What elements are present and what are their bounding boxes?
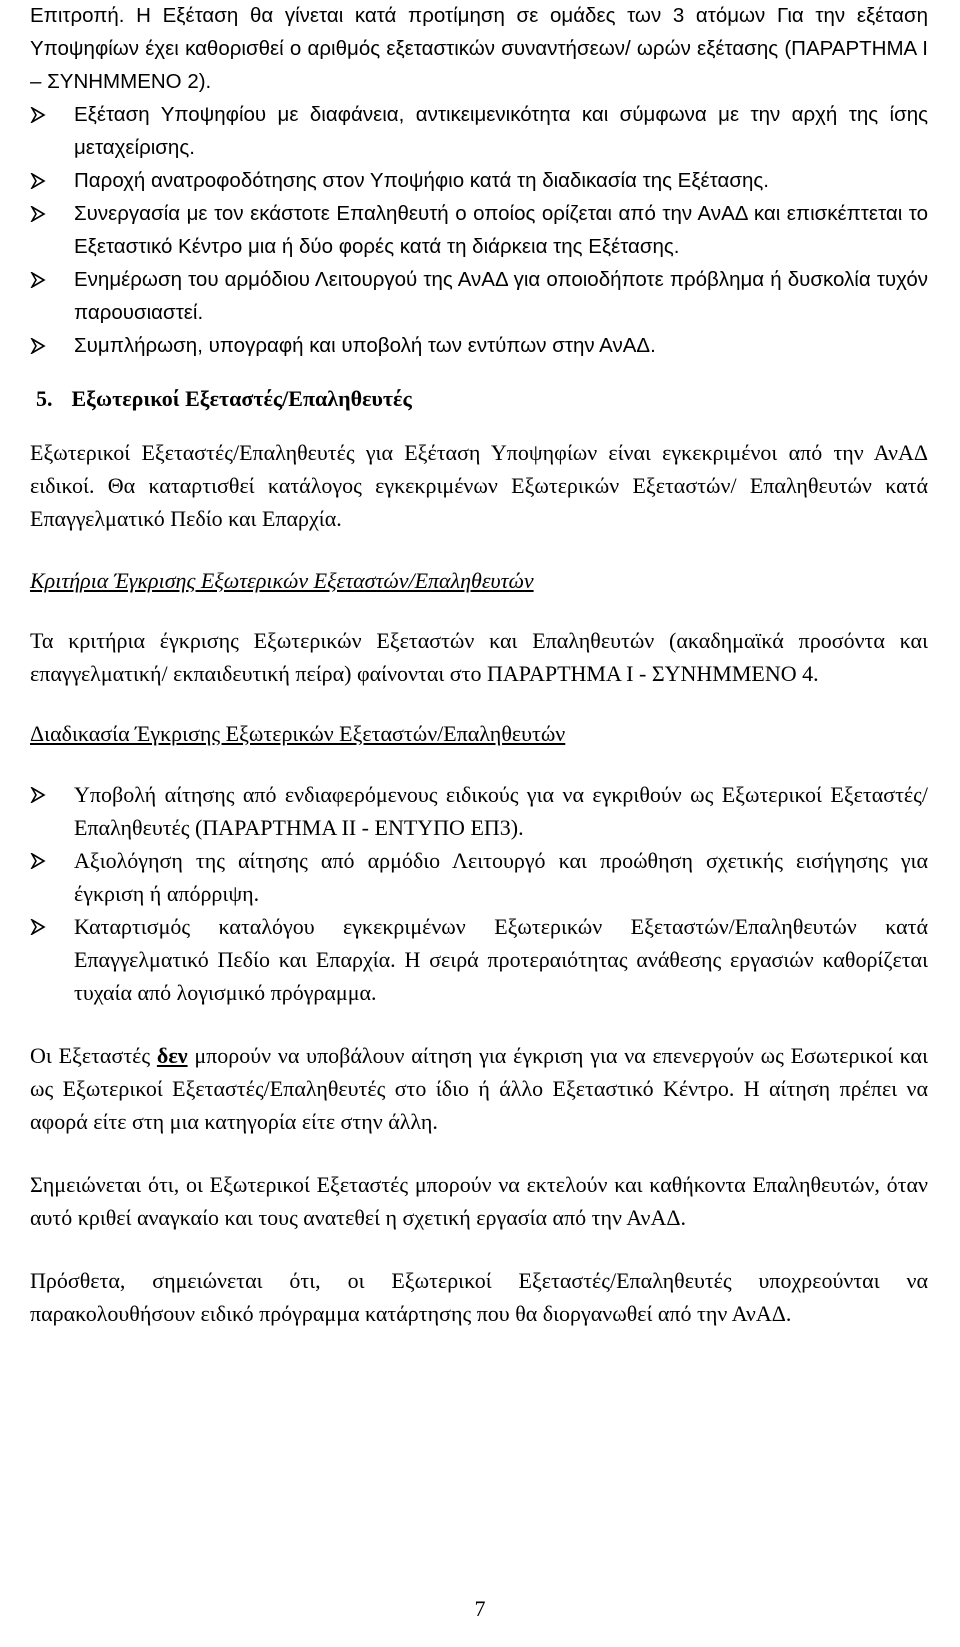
criteria-text: Τα κριτήρια έγκρισης Εξωτερικών Εξεταστών και Επαληθευτών (ακαδημαϊκά προσόντα και επαγγελματική/ εκπαιδευτική πείρα) φαίνονται στο ΠΑΡΑΡΤΗΜΑ Ι - ΣΥΝΗΜΜΕΝΟ 4. [30, 628, 928, 686]
list-item [30, 263, 928, 329]
arrow-bullet-icon [30, 853, 46, 869]
section-number: 5. [36, 386, 53, 411]
arrow-bullet-icon [30, 272, 46, 288]
top-bullet-list [30, 98, 928, 362]
procedure-bullet-list [30, 778, 928, 1009]
list-item [30, 98, 928, 164]
list-item [30, 910, 928, 1009]
bullet-text: Αξιολόγηση της αίτησης από αρμόδιο Λειτουργό και προώθηση σχετικής εισήγησης για έγκριση ή απόρριψη. [74, 848, 928, 906]
bullet-text: Συμπλήρωση, υπογραφή και υποβολή των εντύπων στην ΑνΑΔ. [74, 334, 656, 357]
document-page [30, 0, 928, 1330]
arrow-bullet-icon [30, 173, 46, 189]
list-item [30, 778, 928, 844]
paragraph-extra: Πρόσθετα, σημειώνεται ότι, οι Εξωτερικοί Εξεταστές/Επαληθευτές υποχρεούνται να παρακολουθήσουν ειδικό πρόγραμμα κατάρτησης που θα διοργανωθεί από την ΑνΑΔ. [30, 1268, 928, 1326]
list-item [30, 844, 928, 910]
bullet-text: Εξέταση Υποψηφίου με διαφάνεια, αντικειμενικότητα και σύμφωνα με την αρχή της ίσης μεταχείρισης. [74, 103, 928, 159]
text-segment: μπορούν να υποβάλουν αίτηση για έγκριση για να επενεργούν ως Εσωτερικοί και ως Εξωτερικοί Εξεταστές/Επαληθευτές στο ίδιο ή άλλο Εξεταστικό Κέντρο. Η αίτηση πρέπει να αφορά είτε στη μια κατηγορία είτε στην άλλη. [30, 1043, 929, 1134]
bullet-text: Ενημέρωση του αρμόδιου Λειτουργού της ΑνΑΔ για οποιοδήποτε πρόβλημα ή δυσκολία τυχόν παρουσιαστεί. [74, 268, 928, 324]
section-heading [30, 382, 928, 415]
arrow-bullet-icon [30, 919, 46, 935]
list-item [30, 197, 928, 263]
arrow-bullet-icon [30, 787, 46, 803]
arrow-bullet-icon [30, 206, 46, 222]
top-paragraph: Επιτροπή. Η Εξέταση θα γίνεται κατά προτίμηση σε ομάδες των 3 ατόμων Για την εξέταση Υποψηφίων έχει καθορισθεί ο αριθμός εξεταστικών συναντήσεων/ ωρών εξέτασης (ΠΑΡΑΡΤΗΜΑ Ι – ΣΥΝΗΜΜΕΝΟ 2). [30, 4, 928, 93]
criteria-heading: Κριτήρια Έγκρισης Εξωτερικών Εξεταστών/Επαληθευτών [30, 568, 534, 593]
section-intro: Εξωτερικοί Εξεταστές/Επαληθευτές για Εξέταση Υποψηφίων είναι εγκεκριμένοι από την ΑνΑΔ ειδικοί. Θα καταρτισθεί κατάλογος εγκεκριμένων Εξωτερικών Εξεταστών/ Επαληθευτών κατά Επαγγελματικό Πεδίο και Επαρχία. [30, 440, 928, 531]
page-number: 7 [474, 1596, 486, 1621]
emphasis-not: δεν [156, 1043, 188, 1068]
text-segment: Οι Εξεταστές [30, 1043, 157, 1068]
arrow-bullet-icon [30, 338, 46, 354]
section-title: Εξωτερικοί Εξεταστές/Επαληθευτές [71, 386, 412, 411]
paragraph-note: Σημειώνεται ότι, οι Εξωτερικοί Εξεταστές μπορούν να εκτελούν και καθήκοντα Επαληθευτών, όταν αυτό κριθεί αναγκαίο και τους ανατεθεί η σχετική εργασία από την ΑνΑΔ. [30, 1172, 928, 1230]
paragraph-not-allowed [30, 1039, 928, 1138]
bullet-text: Καταρτισμός καταλόγου εγκεκριμένων Εξωτερικών Εξεταστών/Επαληθευτών κατά Επαγγελματικό Πεδίο και Επαρχία. Η σειρά προτεραιότητας ανάθεσης εργασιών καθορίζεται τυχαία από λογισμικό πρόγραμμα. [74, 914, 928, 1005]
bullet-text: Συνεργασία με τον εκάστοτε Επαληθευτή ο οποίος ορίζεται από την ΑνΑΔ και επισκέπτεται το Εξεταστικό Κέντρο μια ή δύο φορές κατά τη διάρκεια της Εξέτασης. [74, 202, 928, 258]
list-item [30, 329, 928, 362]
bullet-text: Παροχή ανατροφοδότησης στον Υποψήφιο κατά τη διαδικασία της Εξέτασης. [74, 169, 769, 192]
bullet-text: Υποβολή αίτησης από ενδιαφερόμενους ειδικούς για να εγκριθούν ως Εξωτερικοί Εξεταστές/Επαληθευτές (ΠΑΡΑΡΤΗΜΑ ΙΙ - ΕΝΤΥΠΟ ΕΠ3). [74, 782, 928, 840]
arrow-bullet-icon [30, 107, 46, 123]
procedure-heading: Διαδικασία Έγκρισης Εξωτερικών Εξεταστών/Επαληθευτών [30, 721, 566, 746]
list-item [30, 164, 928, 197]
